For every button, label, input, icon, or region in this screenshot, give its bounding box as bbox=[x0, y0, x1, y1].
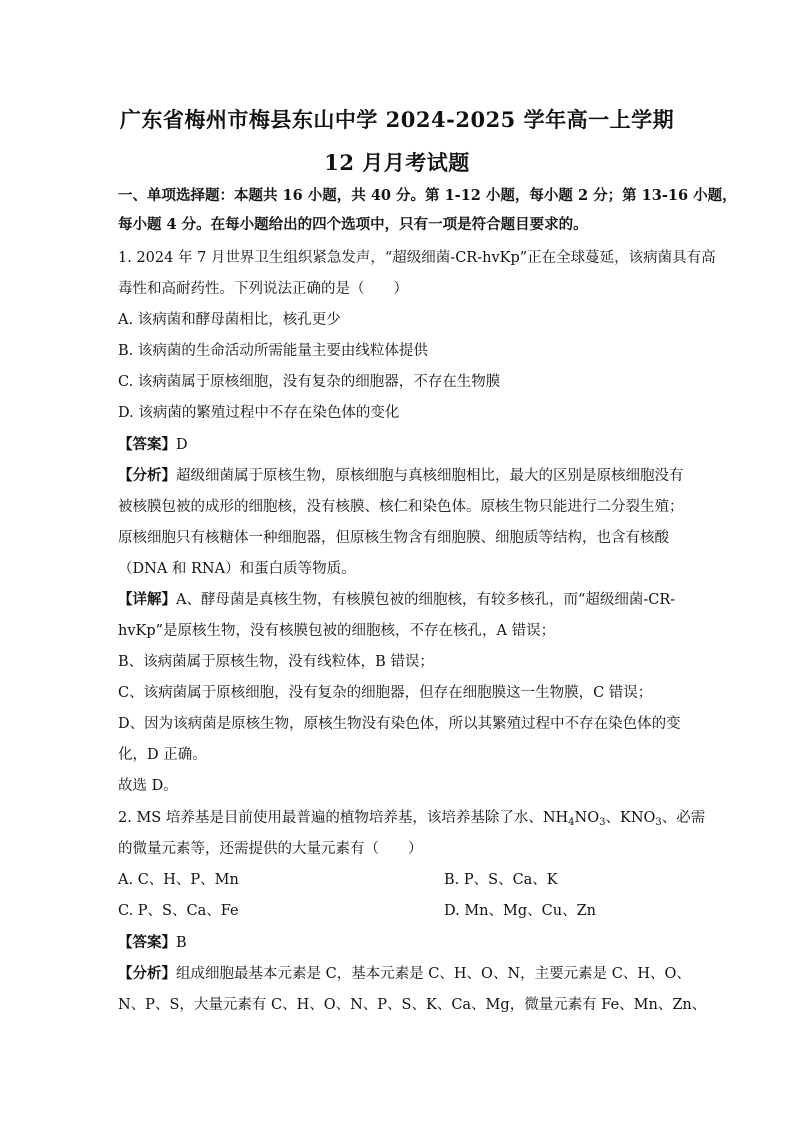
q2-answer bbox=[118, 933, 676, 953]
q1-stem-line2: 毒性和高耐药性。下列说法正确的是（ ） bbox=[118, 281, 408, 297]
q1-option-b: B. 该病菌的生命活动所需能量主要由线粒体提供 bbox=[118, 343, 428, 359]
detail-text: A、酵母菌是真核生物，有核膜包被的细胞核，有较多核孔，而“超级细菌-CR- bbox=[176, 592, 676, 608]
answer-value: D bbox=[176, 437, 188, 453]
q2-option-c: C. P、S、Ca、Fe bbox=[118, 903, 239, 919]
q2-stem-sub1: 4 bbox=[568, 817, 575, 828]
q2-stem-sub3: 3 bbox=[655, 817, 662, 828]
q1-option-d: D. 该病菌的繁殖过程中不存在染色体的变化 bbox=[118, 405, 400, 421]
q1-analysis-line3: 原核细胞只有核糖体一种细胞器，但原核生物含有细胞膜、细胞质等结构，也含有核酸 bbox=[118, 530, 669, 546]
q1-option-c: C. 该病菌属于原核细胞，没有复杂的细胞器，不存在生物膜 bbox=[118, 374, 501, 390]
q2-stem-part2: NO bbox=[574, 810, 600, 826]
document-title: 广东省梅州市梅县东山中学 2024-2025 学年高一上学期 bbox=[119, 107, 675, 132]
q2-option-b: B. P、S、Ca、K bbox=[444, 872, 558, 888]
q1-stem-line1: 1. 2024 年 7 月世界卫生组织紧急发声，“超级细菌-CR-hvKp”正在全球蔓延，该病菌具有高 bbox=[118, 250, 716, 266]
q1-detail-line6: 化，D 正确。 bbox=[118, 747, 207, 763]
q1-detail-line2: hvKp”是原核生物，没有核膜包被的细胞核，不存在核孔，A 错误； bbox=[118, 623, 556, 639]
document-subtitle: 12 月月考试题 bbox=[324, 150, 470, 175]
q2-stem-part4: 、必需 bbox=[661, 810, 706, 826]
section-heading-line2: 每小题 4 分。在每小题给出的四个选项中，只有一项是符合题目要求的。 bbox=[118, 216, 588, 233]
q1-conclusion: 故选 D。 bbox=[118, 778, 178, 794]
analysis-text: 组成细胞最基本元素是 C，基本元素是 C、H、O、N，主要元素是 C、H、O、 bbox=[176, 966, 691, 982]
q1-detail-line3: B、该病菌属于原核生物，没有线粒体，B 错误； bbox=[118, 654, 434, 670]
q1-answer bbox=[118, 435, 676, 455]
answer-value: B bbox=[176, 935, 187, 951]
answer-label: 【答案】 bbox=[118, 436, 176, 453]
analysis-label: 【分析】 bbox=[118, 467, 176, 484]
detail-label: 【详解】 bbox=[118, 591, 176, 608]
q1-option-a: A. 该病菌和酵母菌相比，核孔更少 bbox=[118, 312, 341, 328]
q1-analysis-line1 bbox=[118, 466, 684, 486]
q2-stem-part3: 、KNO bbox=[605, 810, 656, 826]
q2-stem-line1 bbox=[118, 808, 706, 828]
q1-detail-line5: D、因为该病菌是原核生物，原核生物没有染色体，所以其繁殖过程中不存在染色体的变 bbox=[118, 716, 681, 732]
analysis-label: 【分析】 bbox=[118, 965, 176, 982]
q2-analysis-line2: N、P、S，大量元素有 C、H、O、N、P、S、K、Ca、Mg，微量元素有 Fe、Mn、Zn、 bbox=[118, 997, 707, 1013]
q1-analysis-line4: （DNA 和 RNA）和蛋白质等物质。 bbox=[118, 561, 356, 577]
q1-detail-line4: C、该病菌属于原核细胞，没有复杂的细胞器，但存在细胞膜这一生物膜，C 错误； bbox=[118, 685, 653, 701]
q2-option-a: A. C、H、P、Mn bbox=[118, 872, 239, 888]
q1-detail-line1 bbox=[118, 590, 676, 610]
q1-analysis-line2: 被核膜包被的成形的细胞核，没有核膜、核仁和染色体。原核生物只能进行二分裂生殖； bbox=[118, 499, 684, 515]
answer-label: 【答案】 bbox=[118, 934, 176, 951]
q2-option-d: D. Mn、Mg、Cu、Zn bbox=[444, 903, 596, 919]
q2-stem-part1: 2. MS 培养基是目前使用最普遍的植物培养基，该培养基除了水、NH bbox=[118, 810, 569, 826]
q2-stem-sub2: 3 bbox=[599, 817, 606, 828]
q2-analysis-line1 bbox=[118, 964, 691, 984]
section-heading-line1: 一、单项选择题：本题共 16 小题，共 40 分。第 1-12 小题，每小题 2 分；第 13-16 小题， bbox=[118, 187, 737, 204]
analysis-text: 超级细菌属于原核生物，原核细胞与真核细胞相比，最大的区别是原核细胞没有 bbox=[176, 468, 684, 484]
q2-stem-line2: 的微量元素等，还需提供的大量元素有（ ） bbox=[118, 841, 423, 857]
